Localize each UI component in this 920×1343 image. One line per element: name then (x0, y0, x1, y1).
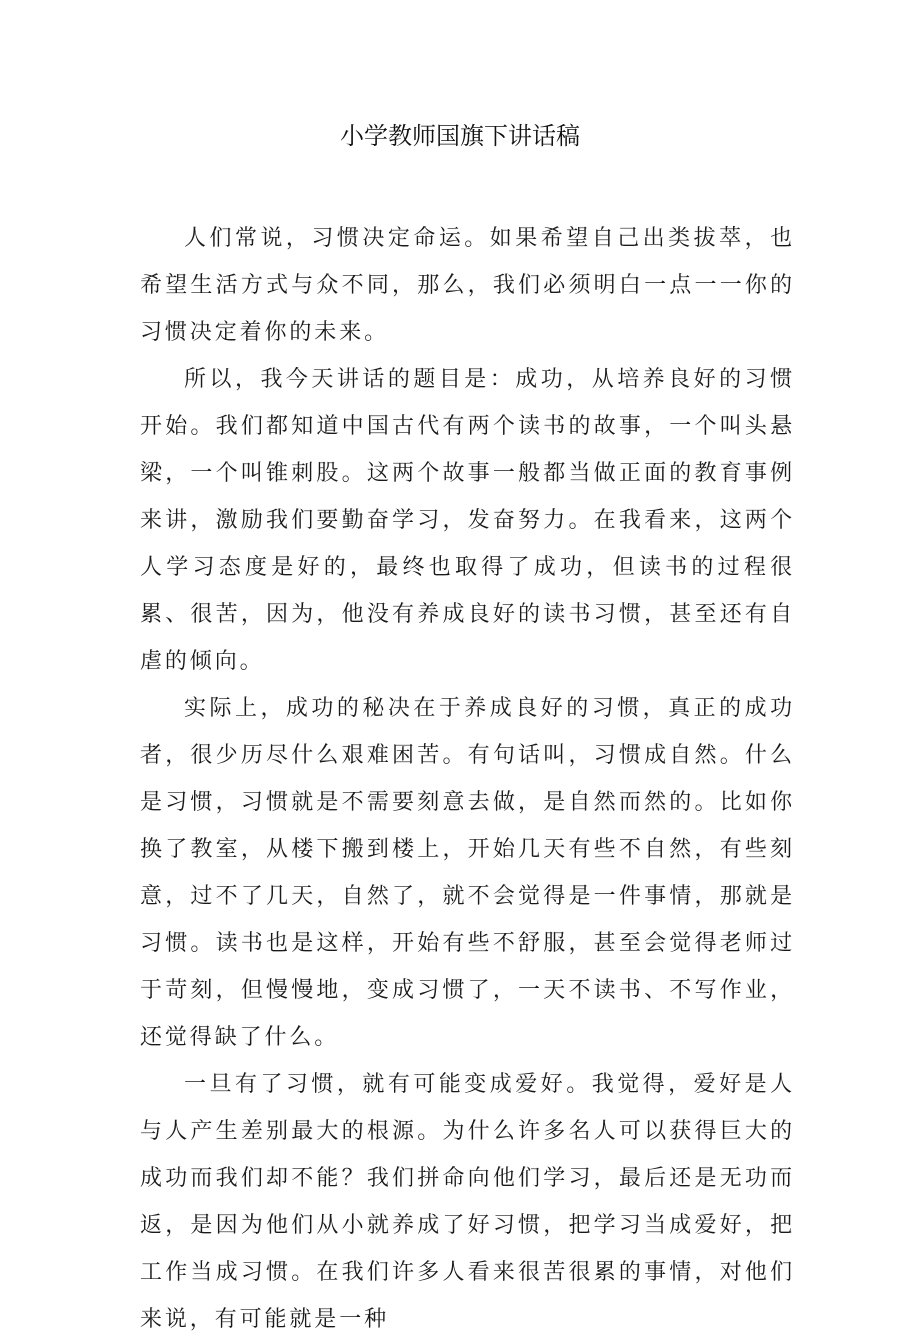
paragraph-2: 所以，我今天讲话的题目是：成功，从培养良好的习惯开始。我们都知道中国古代有两个读书的故事，一个叫头悬梁，一个叫锥刺股。这两个故事一般都当做正面的教育事例来讲，激励我们要勤奋学习，发奋努力。在我看来，这两个人学习态度是好的，最终也取得了成功，但读书的过程很累、很苦，因为，他没有养成良好的读书习惯，甚至还有自虐的倾向。 (140, 367, 795, 674)
page-title: 小学教师国旗下讲话稿 (340, 122, 580, 150)
paragraph-1: 人们常说，习惯决定命运。如果希望自己出类拔萃，也希望生活方式与众不同，那么，我们必须明白一点一一你的习惯决定着你的未来。 (140, 226, 795, 345)
document-body (140, 215, 795, 1343)
paragraph-3: 实际上，成功的秘决在于养成良好的习惯，真正的成功者，很少历尽什么艰难困苦。有句话叫，习惯成自然。什么是习惯，习惯就是不需要刻意去做，是自然而然的。比如你换了教室，从楼下搬到楼上，开始几天有些不自然，有些刻意，过不了几天，自然了，就不会觉得是一件事情，那就是习惯。读书也是这样，开始有些不舒服，甚至会觉得老师过于苛刻，但慢慢地，变成习惯了，一天不读书、不写作业，还觉得缺了什么。 (140, 696, 795, 1050)
paragraph-4: 一旦有了习惯，就有可能变成爱好。我觉得，爱好是人与人产生差别最大的根源。为什么许多名人可以获得巨大的成功而我们却不能？我们拼命向他们学习，最后还是无功而返，是因为他们从小就养成了好习惯，把学习当成爱好，把工作当成习惯。在我们许多人看来很苦很累的事情，对他们来说，有可能就是一种 (140, 1072, 795, 1332)
